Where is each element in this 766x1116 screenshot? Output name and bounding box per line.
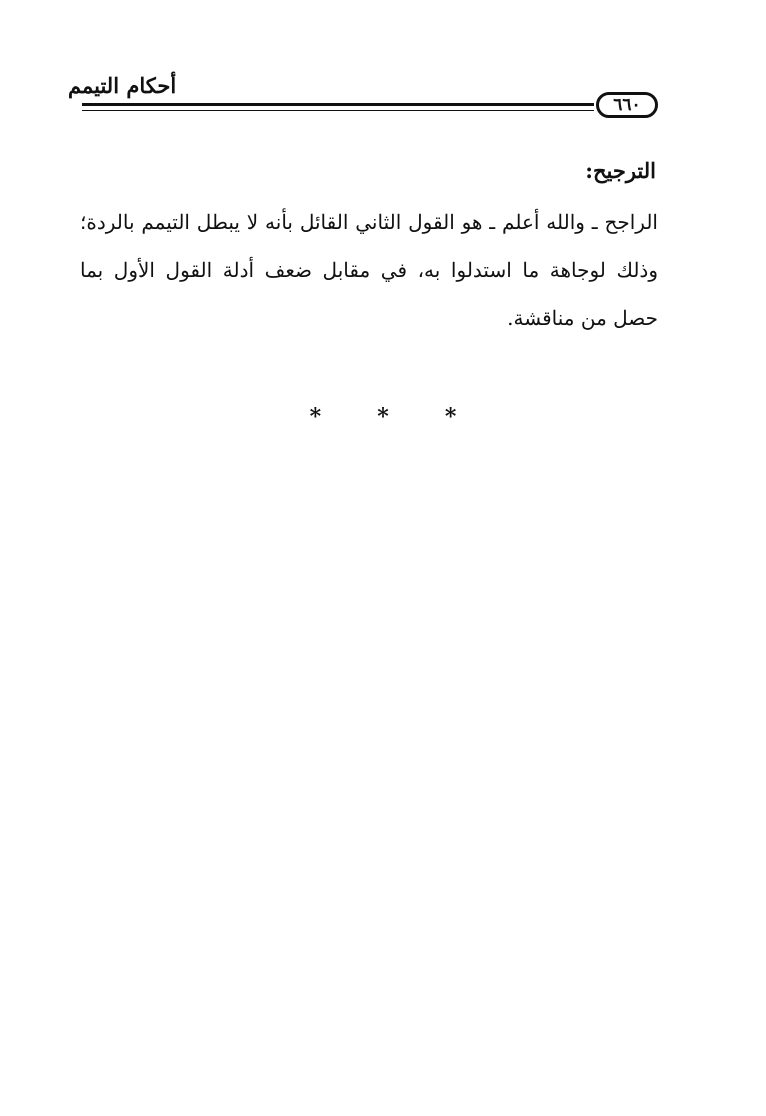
separator-star: * — [377, 404, 389, 430]
body-paragraph: الراجح ـ والله أعلم ـ هو القول الثاني القائل بأنه لا يبطل التيمم بالردة؛ وذلك لوجاهة ما استدلوا به، في مقابل ضعف أدلة القول الأول بما حصل من مناقشة. — [80, 210, 658, 330]
running-title-text: أحكام التيمم — [68, 73, 177, 98]
page-number: ٦٦٠ — [613, 94, 641, 115]
separator-star: * — [444, 404, 457, 430]
body-paragraph-container — [80, 198, 658, 342]
section-heading: الترجيح: — [585, 158, 656, 183]
asterism-separator — [0, 402, 766, 432]
header-rule-thin — [82, 110, 594, 111]
running-title — [68, 72, 188, 100]
page-number-badge — [596, 92, 658, 118]
header-rule-thick — [82, 103, 594, 106]
separator-star: * — [309, 404, 322, 430]
